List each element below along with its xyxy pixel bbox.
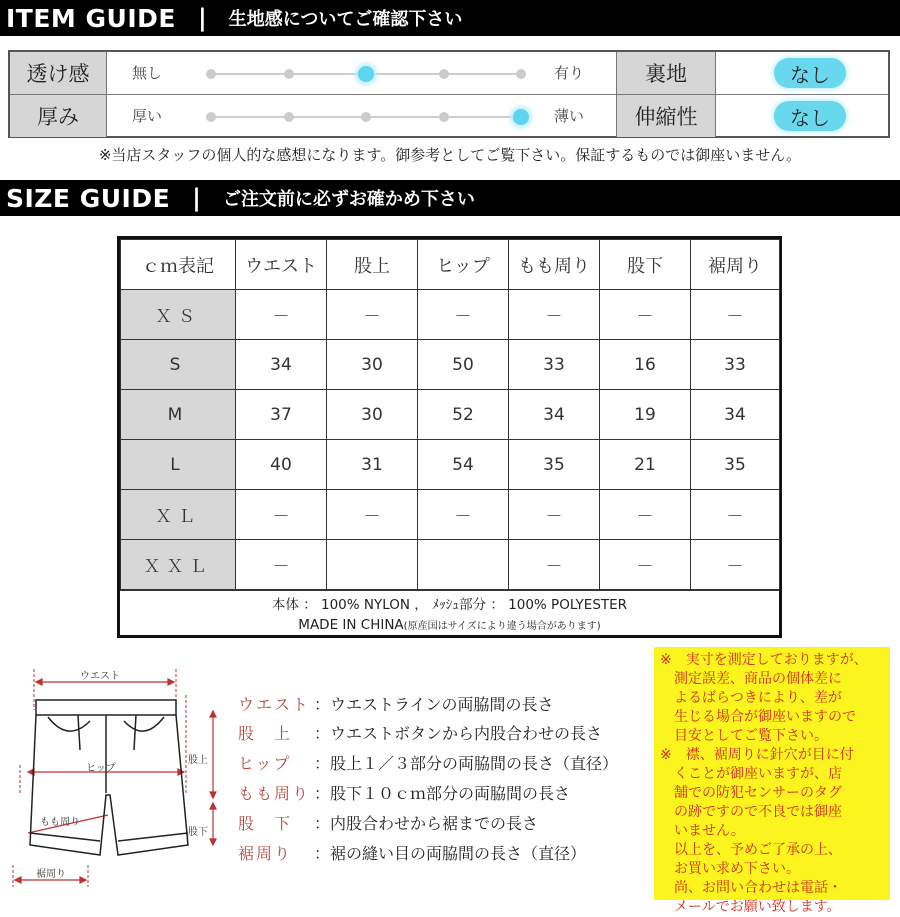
origin-note: (原産国はサイズにより違う場合があります) (403, 621, 601, 632)
scale-low-label: 厚い (132, 107, 163, 125)
table-row (121, 390, 780, 440)
size-label: ＸＬ (121, 490, 236, 540)
definition-item (238, 781, 570, 809)
size-guide-subtitle: ご注文前に必ずお確かめ下さい (222, 189, 475, 210)
diagram-label-waist: ウエスト (80, 671, 120, 682)
measurement-cell: 50 (418, 340, 509, 390)
fabric-row-label: 透け感 (10, 52, 107, 94)
fabric-row-thickness (10, 95, 888, 137)
level-marker (439, 69, 449, 79)
measurement-notice (654, 647, 890, 915)
level-marker (206, 112, 216, 122)
measurement-cell: 30 (327, 340, 418, 390)
level-scale (211, 116, 521, 118)
measurement-cell: 34 (236, 340, 327, 390)
scale-high-label: 薄い (554, 107, 585, 125)
definition-term: ヒップ (238, 754, 292, 773)
size-label: L (121, 440, 236, 490)
size-label: ＸＸＬ (121, 540, 236, 590)
definition-desc: ：股上１／３部分の両脇間の長さ（直径） (314, 754, 619, 773)
shorts-illustration (8, 655, 236, 895)
measurement-cell: － (236, 290, 327, 340)
column-header: 股上 (327, 240, 418, 290)
measurement-cell: 34 (691, 390, 780, 440)
item-guide-heading: ITEM GUIDE (6, 3, 176, 33)
material-info (120, 590, 779, 641)
notice-line: くことが御座いますが、店 (674, 766, 842, 782)
column-header: ヒップ (418, 240, 509, 290)
definition-desc: ：ウエストボタンから内股合わせの長さ (314, 724, 603, 743)
notice-line: お買い求め下さい。 (674, 861, 800, 877)
level-marker (516, 69, 526, 79)
column-header: ｃｍ表記 (121, 240, 236, 290)
origin-text: MADE IN CHINA (298, 617, 404, 633)
definition-item (238, 841, 586, 869)
definition-item (238, 811, 538, 839)
measurement-cell: 40 (236, 440, 327, 490)
measurement-cell: － (600, 490, 691, 540)
size-guide-heading: SIZE GUIDE (6, 183, 171, 213)
measurement-cell: － (327, 290, 418, 340)
fabric-feel-table (8, 50, 890, 138)
item-guide-subtitle: 生地感についてご確認下さい (228, 9, 463, 30)
diagram-label-hip: ヒップ (86, 763, 116, 774)
measurement-cell: 34 (509, 390, 600, 440)
diagram-label-inseam: 股下 (188, 827, 208, 838)
level-marker-active (358, 66, 374, 82)
side-value-badge: なし (774, 58, 846, 88)
table-header-row (121, 240, 780, 290)
notice-line: 目安としてご覧下さい。 (674, 728, 828, 744)
measurement-cell: 52 (418, 390, 509, 440)
measurement-cell: － (691, 290, 780, 340)
level-marker-active (513, 109, 529, 125)
level-marker (439, 112, 449, 122)
definition-item (238, 721, 602, 749)
notice-line: いません。 (674, 823, 745, 839)
table-row (121, 540, 780, 590)
measurement-cell: － (691, 490, 780, 540)
item-guide-header (0, 0, 900, 36)
notice-line: の跡ですので不良では御座 (674, 804, 842, 820)
diagram-label-rise: 股上 (188, 755, 208, 766)
measurement-cell: 35 (691, 440, 780, 490)
table-row (121, 290, 780, 340)
definition-item (238, 751, 618, 779)
notice-line: ※ 実寸を測定しておりますが、 (660, 652, 868, 668)
level-marker (284, 69, 294, 79)
header-separator: | (197, 4, 207, 32)
header-separator: | (192, 184, 201, 212)
measurement-cell: － (236, 540, 327, 590)
diagram-label-hem: 裾周り (36, 869, 66, 880)
measurement-cell: 35 (509, 440, 600, 490)
material-composition: 本体 ： 100% NYLON ， ﾒｯｼｭ部分 ： 100% POLYESTER (271, 597, 628, 613)
notice-line: よるばらつきにより、差が (674, 690, 842, 706)
measurement-cell: 33 (509, 340, 600, 390)
measurement-cell: 19 (600, 390, 691, 440)
measurement-cell: － (691, 540, 780, 590)
table-row (121, 490, 780, 540)
shorts-measurement-diagram (8, 655, 236, 895)
size-guide-header (0, 180, 900, 216)
measurement-cell: 54 (418, 440, 509, 490)
fabric-side-label: 裏地 (616, 52, 716, 94)
level-marker (361, 112, 371, 122)
measurement-cell: 21 (600, 440, 691, 490)
definition-item (238, 692, 554, 720)
measurement-cell: － (418, 290, 509, 340)
definition-term: 裾周り (238, 844, 293, 863)
notice-line: メールでお願い致します。 (674, 899, 841, 915)
table-row (121, 440, 780, 490)
measurement-cell (418, 540, 509, 590)
measurement-cell: 16 (600, 340, 691, 390)
scale-low-label: 無し (132, 64, 163, 82)
measurement-cell (327, 540, 418, 590)
measurement-cell: － (327, 490, 418, 540)
measurement-cell: － (236, 490, 327, 540)
country-of-origin (120, 615, 779, 637)
level-marker (284, 112, 294, 122)
notice-line: 測定誤差、商品の個体差に (674, 671, 842, 687)
measurement-cell: 33 (691, 340, 780, 390)
measurement-cell: 37 (236, 390, 327, 440)
column-header: ウエスト (236, 240, 327, 290)
definition-desc: ：ウエストラインの両脇間の長さ (314, 695, 554, 714)
side-value-badge: なし (774, 101, 846, 131)
column-header: 裾周り (691, 240, 780, 290)
definition-desc: ：裾の縫い目の両脇間の長さ（直径） (314, 844, 587, 863)
measurement-cell: － (418, 490, 509, 540)
measurement-cell: 30 (327, 390, 418, 440)
definition-term: ウエスト (238, 695, 311, 714)
notice-line: 以上を、予めご了承の上、 (674, 842, 842, 858)
definition-term: 股 上 (238, 724, 293, 743)
notice-line: 生じる場合が御座いますので (674, 709, 856, 725)
definition-desc: ：内股合わせから裾までの長さ (314, 814, 539, 833)
fabric-row-label: 厚み (10, 95, 107, 137)
table-row (121, 340, 780, 390)
measurement-cell: － (600, 540, 691, 590)
measurement-cell: － (509, 490, 600, 540)
level-scale (211, 73, 521, 75)
measurement-cell: － (600, 290, 691, 340)
fabric-side-label: 伸縮性 (616, 95, 716, 137)
level-marker (206, 69, 216, 79)
column-header: もも周り (509, 240, 600, 290)
definition-desc: ：股下１０ｃｍ部分の両脇間の長さ (314, 784, 571, 803)
scale-high-label: 有り (554, 64, 585, 82)
notice-line: 尚、お問い合わせは電話・ (674, 880, 842, 896)
staff-opinion-note: ※当店スタッフの個人的な感想になります。御参考としてご覧下さい。保証するものでは御座いません。 (98, 146, 802, 164)
size-label: M (121, 390, 236, 440)
fabric-row-transparency (10, 52, 888, 95)
notice-line: 舗での防犯センサーのタグ (674, 785, 842, 801)
size-label: S (121, 340, 236, 390)
column-header: 股下 (600, 240, 691, 290)
size-table (117, 236, 782, 638)
measurement-cell: － (509, 540, 600, 590)
size-label: ＸＳ (121, 290, 236, 340)
definition-term: 股 下 (238, 814, 293, 833)
notice-line: ※ 襟、裾周りに針穴が目に付 (660, 747, 854, 763)
diagram-label-thigh: もも周り (40, 817, 80, 828)
measurement-cell: － (509, 290, 600, 340)
measurement-cell: 31 (327, 440, 418, 490)
definition-term: もも周り (238, 784, 311, 803)
